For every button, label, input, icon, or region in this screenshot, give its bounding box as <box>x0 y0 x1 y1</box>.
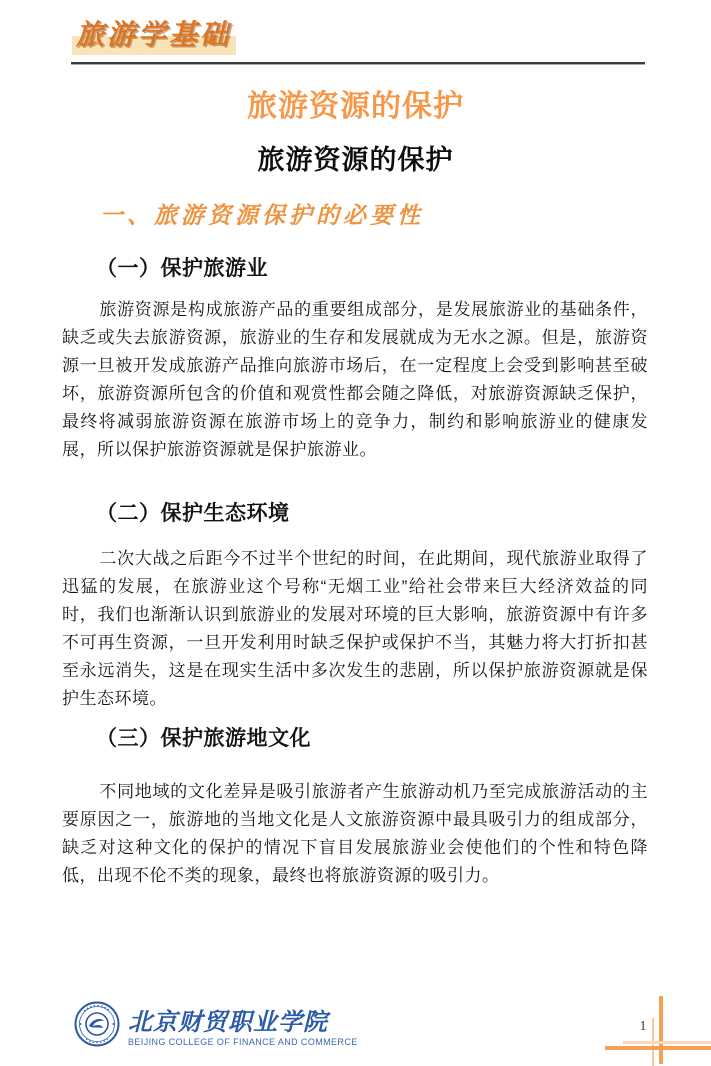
subsection-body-2: 二次大战之后距今不过半个世纪的时间，在此期间，现代旅游业取得了迅猛的发展，在旅游业这个号称“无烟工业”给社会带来巨大经济效益的同时，我们也渐渐认识到旅游业的发展对环境的巨大影响，旅游资源中有许多不可再生资源，一旦开发利用时缺乏保护或保护不当，其魅力将大打折扣甚至永远消失，这是在现实生活中多次发生的悲剧，所以保护旅游资源就是保护生态环境。 <box>62 549 648 708</box>
subsection-heading-3: （三）保护旅游地文化 <box>96 727 311 750</box>
college-logo <box>74 1001 358 1047</box>
college-logo-text <box>128 1001 358 1047</box>
decor-vertical-line-thick <box>659 996 663 1064</box>
page-subtitle: 旅游资源的保护 <box>257 145 454 175</box>
section-heading: 一、旅游资源保护的必要性 <box>100 202 424 228</box>
subsection-heading-2: （二）保护生态环境 <box>96 502 290 525</box>
decor-horizontal-line-pale <box>623 1041 711 1044</box>
subsection-body-3: 不同地域的文化差异是吸引旅游者产生旅游动机乃至完成旅游活动的主要原因之一，旅游地的当地文化是人文旅游资源中最具吸引力的组成部分，缺乏对这种文化的保护的情况下盲目发展旅游业会使他们的个性和特色降低，出现不伦不类的现象，最终也将旅游资源的吸引力。 <box>62 782 648 885</box>
page-number: 1 <box>639 1019 647 1034</box>
subsection-body-1: 旅游资源是构成旅游产品的重要组成部分，是发展旅游业的基础条件，缺乏或失去旅游资源，旅游业的生存和发展就成为无水之源。但是，旅游资源一旦被开发成旅游产品推向旅游市场后，在一定程度上会受到影响甚至破坏，旅游资源所包含的价值和观赏性都会随之降低，对旅游资源缺乏保护，最终将减弱旅游资源在旅游市场上的竞争力，制约和影响旅游业的健康发展，所以保护旅游资源就是保护旅游业。 <box>62 300 648 459</box>
book-title: 旅游学基础 <box>76 18 232 51</box>
subsection-heading-1: （一）保护旅游业 <box>96 257 268 280</box>
header-divider <box>71 62 645 64</box>
page-title: 旅游资源的保护 <box>247 90 464 123</box>
college-emblem-icon <box>74 1001 120 1047</box>
college-name-en: BEIJING COLLEGE OF FINANCE AND COMMERCE <box>128 1037 358 1047</box>
college-name-cn: 北京财贸职业学院 <box>128 1007 328 1036</box>
decor-horizontal-line-dark <box>605 1046 711 1050</box>
